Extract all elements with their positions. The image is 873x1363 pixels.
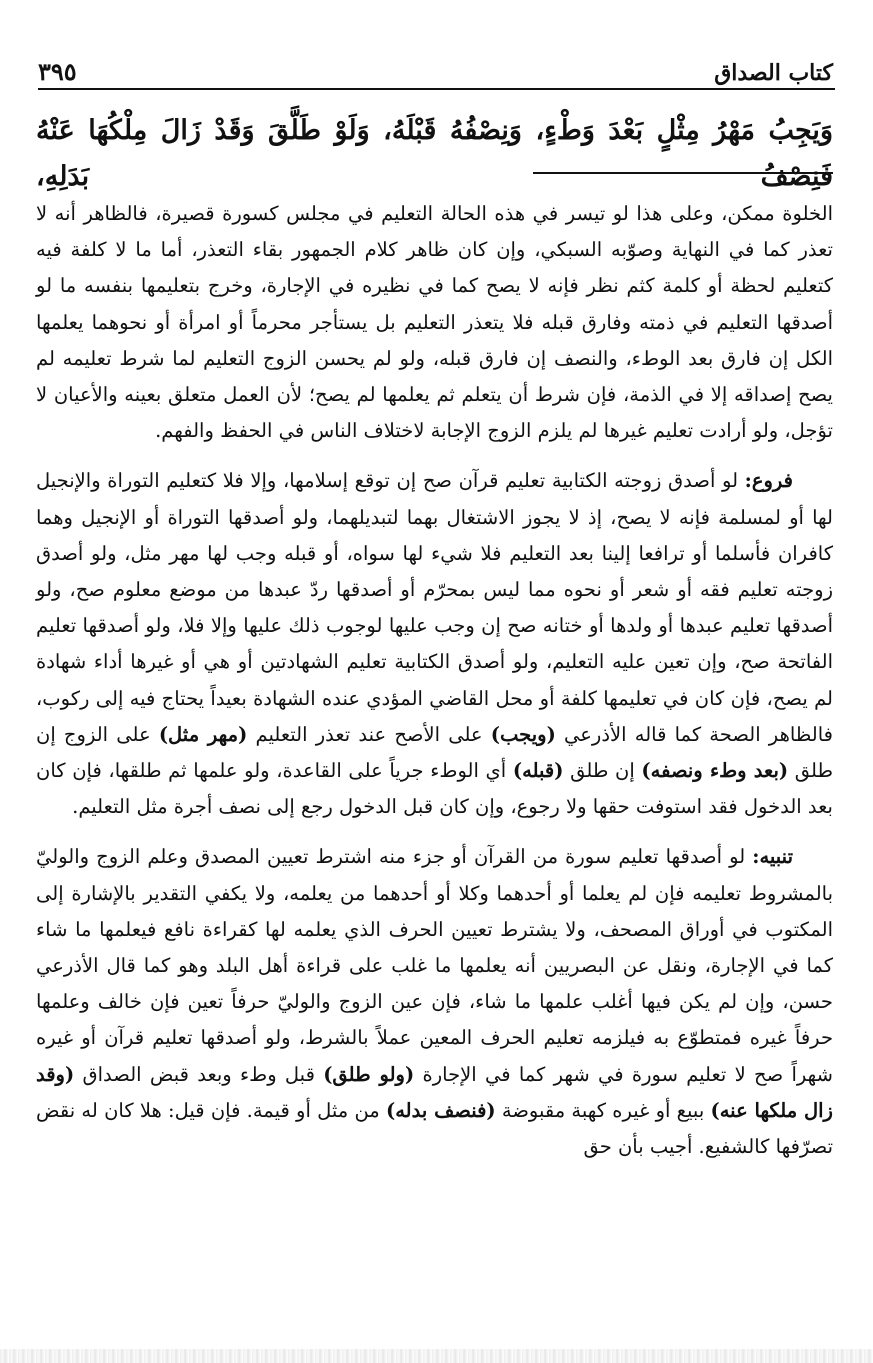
text-span: قبل وطء وبعد قبض الصداق bbox=[74, 1062, 324, 1086]
header-rule bbox=[38, 88, 835, 90]
text-span: على الزوج إن طلق bbox=[36, 722, 833, 783]
page-header bbox=[38, 40, 833, 84]
matn-quote: (ويجب) bbox=[490, 722, 556, 746]
matn-quote: (بعد وطء ونصفه) bbox=[641, 759, 789, 783]
paragraph-lead-tanbih: تنبيه: bbox=[752, 845, 793, 869]
paragraph-furu bbox=[36, 463, 833, 825]
paragraph-1: الخلوة ممكن، وعلى هذا لو تيسر في هذه الحالة التعليم في مجلس كسورة قصيرة، فالظاهر أنه لا تعذر كما في النهاية وصوّبه السبكي، وإن كان ظاهر كلام الجمهور بقاء التعذر، أما ما لا كلفة فيه كتعليم لحظة أو كلمة كثم نظر فإنه لا يصح كما في نظيره في الإجارة، وخرج بتعليمها بنفسه ما لو أصدقها التعليم في ذمته وفارق قبله فلا يتعذر التعليم بل يستأجر محرماً أو امرأة أو نحوهما يعلمها الكل إن فارق بعد الوطء، والنصف إن فارق قبله، ولو لم يحسن الزوج التعليم لما شرط تعليمه لم يصح إصداقه إلا في الذمة، فإن شرط أن يتعلم ثم يعلمها لم يصح؛ لأن العمل متعلق بعينه والأعيان لا تؤجل، ولو أرادت تعليم غيرها لم يلزم الزوج الإجابة لاختلاف الناس في الحفظ والفهم. bbox=[36, 202, 833, 443]
matn-quote: (قبله) bbox=[512, 759, 564, 783]
paragraph-lead-furu: فروع: bbox=[744, 469, 793, 493]
commentary-body bbox=[36, 196, 833, 1179]
text-span: لو أصدق زوجته الكتابية تعليم قرآن صح إن توقع إسلامها، وإلا فلا كتعليم التوراة والإنجيل لها أو لمسلمة فإنه لا يصح، إذ لا يجوز الاشتغال بهما لتبديلهما، ولو أصدقها التوراة أو الإنجيل وهما كافران فأسلما أو ترافعا إلينا بعد التعليم فلا شيء لها سواه، أو قبله وجب لها مهر مثل، ولو أصدق زوجته تعليم فقه أو شعر أو نحوه مما ليس بمحرّم أو أصدقها ردّ عبدها من موضع معلوم صح، ولو أصدقها تعليم عبدها أو ولدها أو ختانه صح إن وجب عليها لوجوب ذلك عليها وإلا فلا، ولو أصدقها تعليم الفاتحة صح، وإن تعين عليه التعليم، ولو أصدق الكتابية تعليم الشهادتين أو هي أو غيرها أداء شهادة لم يصح، فإن كان في تعليمها كلفة أو محل القاضي المؤدي عنده الشهادة بعيداً يحتاج فيه إلى ركوب، فالظاهر الصحة كما قاله الأذرعي bbox=[36, 469, 833, 746]
running-title: كتاب الصداق bbox=[714, 60, 833, 86]
matn-text: وَيَجِبُ مَهْرُ مِثْلٍ بَعْدَ وَطْءٍ، وَنِصْفُهُ قَبْلَهُ، وَلَوْ طَلَّقَ وَقَدْ زَالَ مِلْكُهَا عَنْهُ فَنِصْفُ بَدَلِهِ، bbox=[36, 115, 833, 192]
matn-quote: (مهر مثل) bbox=[158, 722, 248, 746]
text-span: من مثل أو قيمة. فإن قيل: هلا كان له نقض تصرّفها كالشفيع. أجيب بأن حق bbox=[36, 1098, 833, 1159]
text-span: أي الوطء جرياً على القاعدة، ولو علمها ثم طلقها، فإن كان بعد الدخول فقد استوفت حقها ولا رجوع، وإن كان قبل الدخول رجع إلى نصف أجرة مثل التعليم. bbox=[36, 759, 833, 819]
text-span: إن طلق bbox=[563, 759, 642, 783]
text-span: على الأصح عند تعذر التعليم bbox=[247, 722, 491, 746]
matn-separator-rule bbox=[533, 172, 833, 174]
matn-quote: (فنصف بدله) bbox=[386, 1098, 496, 1122]
matn-quote: (ولو طلق) bbox=[323, 1062, 415, 1086]
matn-quote: (وقد زال ملكها عنه) bbox=[36, 1062, 833, 1122]
paragraph-tanbih bbox=[36, 839, 833, 1165]
page-number: ٣٩٥ bbox=[38, 57, 77, 86]
scan-edge-noise bbox=[0, 1349, 873, 1363]
text-span: لو أصدقها تعليم سورة من القرآن أو جزء منه اشترط تعيين المصدق وعلم الزوج والوليّ بالمشروط تعليمه فإن لم يعلما أو أحدهما وكلا أو أحدهما من يعلمه، ولا يكفي التقدير بالإشارة إلى المكتوب في أوراق المصحف، ولا يشترط تعيين الحرف الذي يعلمه لها كقراءة نافع فيعلمها ما شاء كما في الإجارة، ونقل عن البصريين أنه يعلمها ما غلب على قراءة أهل البلد وهو كما قال الأذرعي حسن، وإن لم يكن فيها أغلب علمها ما شاء، فإن عين الزوج والوليّ حرفاً تعين فإن خالف وعلمها حرفاً غيره فمتطوّع به فيلزمه تعليم الحرف المعين عملاً بالشرط، ولو أصدقها تعليم قرآن أو غيره شهراً صح لا تعليم سورة في شهر كما في الإجارة bbox=[36, 845, 833, 1086]
text-span: ببيع أو غيره كهبة مقبوضة bbox=[495, 1098, 711, 1122]
